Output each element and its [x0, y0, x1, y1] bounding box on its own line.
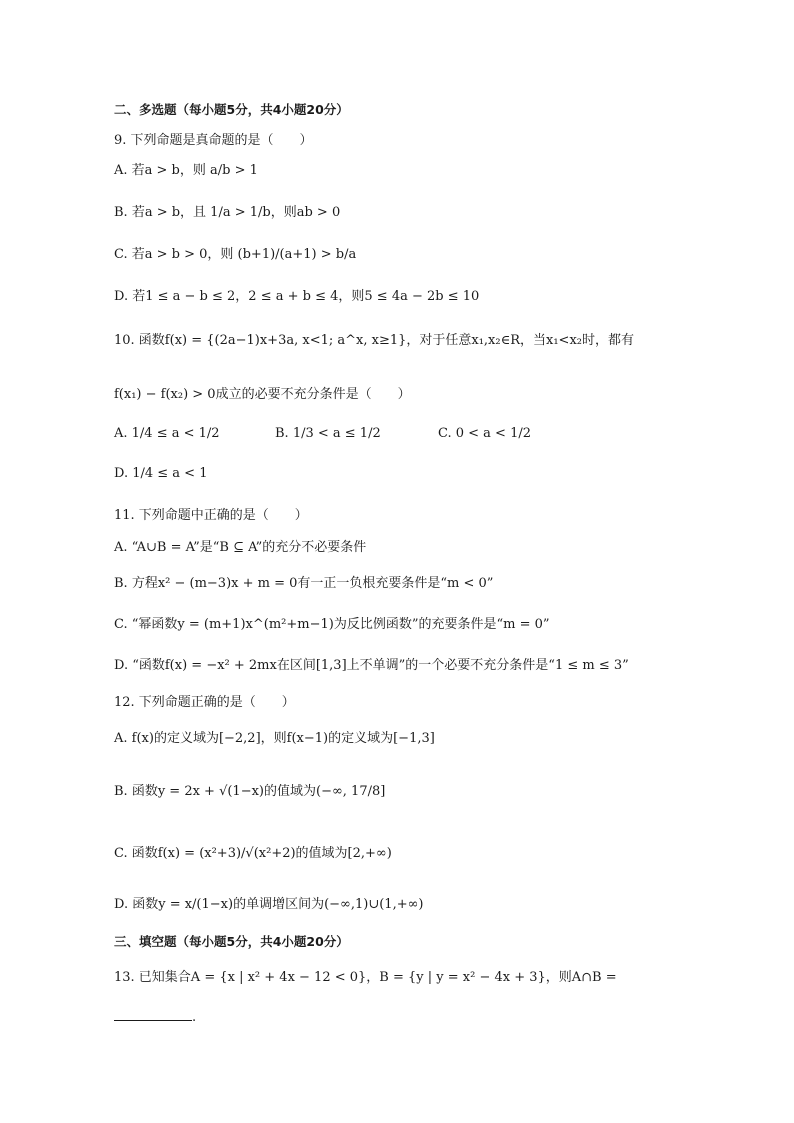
q12-option-c: C. 函数f(x) = (x²+3)/√(x²+2)的值域为[2,+∞) [114, 846, 392, 861]
q10-option-a: A. 1/4 ≤ a < 1/2 [114, 426, 220, 441]
q9-option-c: C. 若a > b > 0，则 (b+1)/(a+1) > b/a [114, 247, 357, 262]
q11-option-a: A. “A∪B = A”是“B ⊆ A”的充分不必要条件 [114, 540, 367, 555]
q9-option-a: A. 若a > b，则 a/b > 1 [114, 163, 258, 178]
q12-stem: 12. 下列命题正确的是（ ） [114, 695, 295, 710]
q13-end-period: . [192, 1010, 197, 1025]
q12-option-a: A. f(x)的定义域为[−2,2]，则f(x−1)的定义域为[−1,3] [114, 731, 435, 746]
q11-stem: 11. 下列命题中正确的是（ ） [114, 508, 308, 523]
q10-option-b: B. 1/3 < a ≤ 1/2 [275, 426, 381, 441]
q11-option-d: D. “函数f(x) = −x² + 2mx在区间[1,3]上不单调”的一个必要不充分条件是“1 ≤ m ≤ 3” [114, 658, 629, 673]
q9-stem: 9. 下列命题是真命题的是（ ） [114, 133, 313, 148]
q9-option-b: B. 若a > b，且 1/a > 1/b，则ab > 0 [114, 205, 341, 220]
q10-stem-2: f(x₁) − f(x₂) > 0成立的必要不充分条件是（ ） [114, 387, 411, 402]
q13-answer-blank[interactable] [114, 1020, 192, 1021]
q13-stem: 13. 已知集合A = {x | x² + 4x − 12 < 0}，B = {y | y = x² − 4x + 3}，则A∩B = [114, 970, 617, 985]
section-2-title: 二、多选题（每小题5分，共4小题20分） [114, 102, 349, 117]
q12-option-b: B. 函数y = 2x + √(1−x)的值域为(−∞, 17/8] [114, 784, 386, 799]
q10-stem: 10. 函数f(x) = {(2a−1)x+3a, x<1; a^x, x≥1}，对于任意x₁,x₂∈R，当x₁<x₂时，都有 [114, 333, 634, 348]
q11-option-c: C. “幂函数y = (m+1)x^(m²+m−1)为反比例函数”的充要条件是“m = 0” [114, 617, 550, 632]
q10-option-d: D. 1/4 ≤ a < 1 [114, 466, 208, 481]
q12-option-d: D. 函数y = x/(1−x)的单调增区间为(−∞,1)∪(1,+∞) [114, 897, 424, 912]
section-3-title: 三、填空题（每小题5分，共4小题20分） [114, 934, 349, 949]
q11-option-b: B. 方程x² − (m−3)x + m = 0有一正一负根充要条件是“m < 0” [114, 576, 494, 591]
q10-option-c: C. 0 < a < 1/2 [438, 426, 532, 441]
q13-answer-line[interactable] [114, 1010, 196, 1026]
q9-option-d: D. 若1 ≤ a − b ≤ 2，2 ≤ a + b ≤ 4，则5 ≤ 4a − 2b ≤ 10 [114, 289, 480, 304]
